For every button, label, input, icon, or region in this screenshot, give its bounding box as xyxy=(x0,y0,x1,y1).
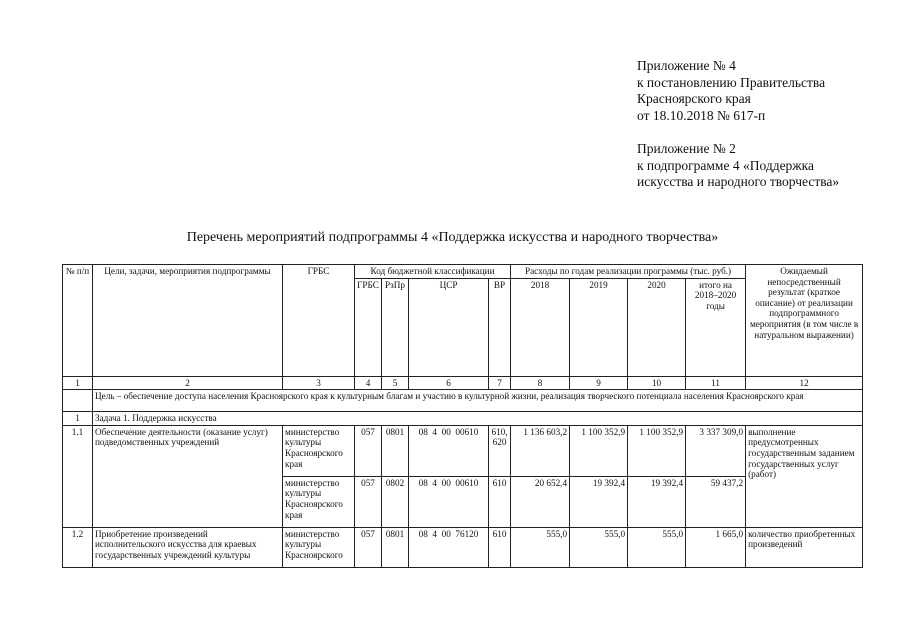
row-name: Приобретение произведений исполнительского искусства для краевых государственных учреждений культуры xyxy=(93,527,283,567)
appendix-2-line: искусства и народного творчества» xyxy=(637,174,840,189)
header-goals: Цели, задачи, мероприятия подпрограммы xyxy=(93,265,283,377)
appendix-4-line: Красноярского края xyxy=(637,91,751,106)
header-code-vr: ВР xyxy=(489,278,511,376)
header-year-2019: 2019 xyxy=(570,278,628,376)
column-number: 3 xyxy=(283,376,355,390)
row-2020: 555,0 xyxy=(628,527,686,567)
header-year-2018: 2018 xyxy=(511,278,570,376)
header-code-rzpr: РзПр xyxy=(382,278,409,376)
row-csr xyxy=(409,527,489,567)
column-number: 4 xyxy=(355,376,382,390)
csr-part: 00 xyxy=(441,426,451,437)
column-number: 5 xyxy=(382,376,409,390)
column-number: 8 xyxy=(511,376,570,390)
csr-part: 4 xyxy=(432,426,438,437)
row-code-grbs: 057 xyxy=(355,425,382,476)
goal-num-cell xyxy=(63,390,93,412)
row-csr xyxy=(409,476,489,527)
row-rzpr: 0802 xyxy=(382,476,409,527)
row-2019: 555,0 xyxy=(570,527,628,567)
row-num: 1.2 xyxy=(63,527,93,567)
header-budget-code: Код бюджетной классификации xyxy=(355,265,511,279)
row-2019: 19 392,4 xyxy=(570,476,628,527)
header-expenses: Расходы по годам реализации программы (тыс. руб.) xyxy=(511,265,746,279)
row-total: 1 665,0 xyxy=(686,527,746,567)
task-row xyxy=(63,412,863,426)
row-total: 3 337 309,0 xyxy=(686,425,746,476)
header-num: № п/п xyxy=(63,265,93,377)
csr-part: 00 xyxy=(441,528,451,539)
row-result: количество приобретенных произведений xyxy=(746,527,863,567)
column-number: 1 xyxy=(63,376,93,390)
csr-part: 08 xyxy=(418,528,428,539)
csr-part: 76120 xyxy=(455,528,479,539)
row-2018: 1 136 603,2 xyxy=(511,425,570,476)
row-vr: 610, 620 xyxy=(489,425,511,476)
header-grbs: ГРБС xyxy=(283,265,355,377)
header-code-csr: ЦСР xyxy=(409,278,489,376)
row-rzpr: 0801 xyxy=(382,425,409,476)
column-number: 10 xyxy=(628,376,686,390)
column-number: 11 xyxy=(686,376,746,390)
csr-part: 4 xyxy=(432,528,438,539)
task-num: 1 xyxy=(63,412,93,426)
row-2018: 20 652,4 xyxy=(511,476,570,527)
row-csr xyxy=(409,425,489,476)
appendix-4-line: Приложение № 4 xyxy=(637,58,736,73)
column-number: 2 xyxy=(93,376,283,390)
column-number: 12 xyxy=(746,376,863,390)
header-result: Ожидаемый непосредственный результат (краткое описание) от реализации подпрограммного мероприятия (в том числе в натуральном выражении) xyxy=(746,265,863,377)
appendix-2-line: к подпрограмме 4 «Поддержка xyxy=(637,157,814,173)
header-code-grbs: ГРБС xyxy=(355,278,382,376)
csr-part: 00610 xyxy=(455,477,479,488)
measures-table xyxy=(62,264,863,568)
csr-part: 08 xyxy=(418,477,428,488)
row-num: 1.1 xyxy=(63,425,93,527)
column-numbers-row xyxy=(63,376,863,390)
row-grbs: министерство культуры Красноярского края xyxy=(283,476,355,527)
csr-part: 4 xyxy=(432,477,438,488)
appendix-2-line: Приложение № 2 xyxy=(637,141,736,156)
row-2018: 555,0 xyxy=(511,527,570,567)
appendix-4-line: к постановлению Правительства xyxy=(637,74,826,90)
column-number: 7 xyxy=(489,376,511,390)
row-grbs: министерство культуры Красноярского края xyxy=(283,425,355,476)
goal-text: Цель – обеспечение доступа населения Красноярского края к культурным благам и участию в культурной жизни, реализация творческого потенциала населения Красноярского края xyxy=(93,390,863,412)
header-row xyxy=(63,265,863,279)
row-vr: 610 xyxy=(489,527,511,567)
row-name: Обеспечение деятельности (оказание услуг) подведомственных учреждений xyxy=(93,425,283,527)
row-vr: 610 xyxy=(489,476,511,527)
task-text: Задача 1. Поддержка искусства xyxy=(93,412,863,426)
row-result: выполнение предусмотренных государственным заданием государственных услуг (работ) xyxy=(746,425,863,527)
appendix-2-block xyxy=(637,141,839,191)
appendix-4-block xyxy=(637,58,825,124)
csr-part: 00 xyxy=(441,477,451,488)
row-code-grbs: 057 xyxy=(355,476,382,527)
column-number: 9 xyxy=(570,376,628,390)
csr-part: 00610 xyxy=(455,426,479,437)
column-number: 6 xyxy=(409,376,489,390)
row-total: 59 437,2 xyxy=(686,476,746,527)
header-total: итого на 2018–2020 годы xyxy=(686,278,746,376)
row-2019: 1 100 352,9 xyxy=(570,425,628,476)
table-row xyxy=(63,527,863,567)
table-row xyxy=(63,425,863,476)
row-2020: 19 392,4 xyxy=(628,476,686,527)
row-code-grbs: 057 xyxy=(355,527,382,567)
row-2020: 1 100 352,9 xyxy=(628,425,686,476)
goal-row xyxy=(63,390,863,412)
csr-part: 08 xyxy=(418,426,428,437)
document-title: Перечень мероприятий подпрограммы 4 «Поддержка искусства и народного творчества» xyxy=(186,230,719,245)
appendix-4-line: от 18.10.2018 № 617-п xyxy=(637,107,766,123)
header-year-2020: 2020 xyxy=(628,278,686,376)
row-rzpr: 0801 xyxy=(382,527,409,567)
row-grbs: министерство культуры Красноярского xyxy=(283,527,355,567)
